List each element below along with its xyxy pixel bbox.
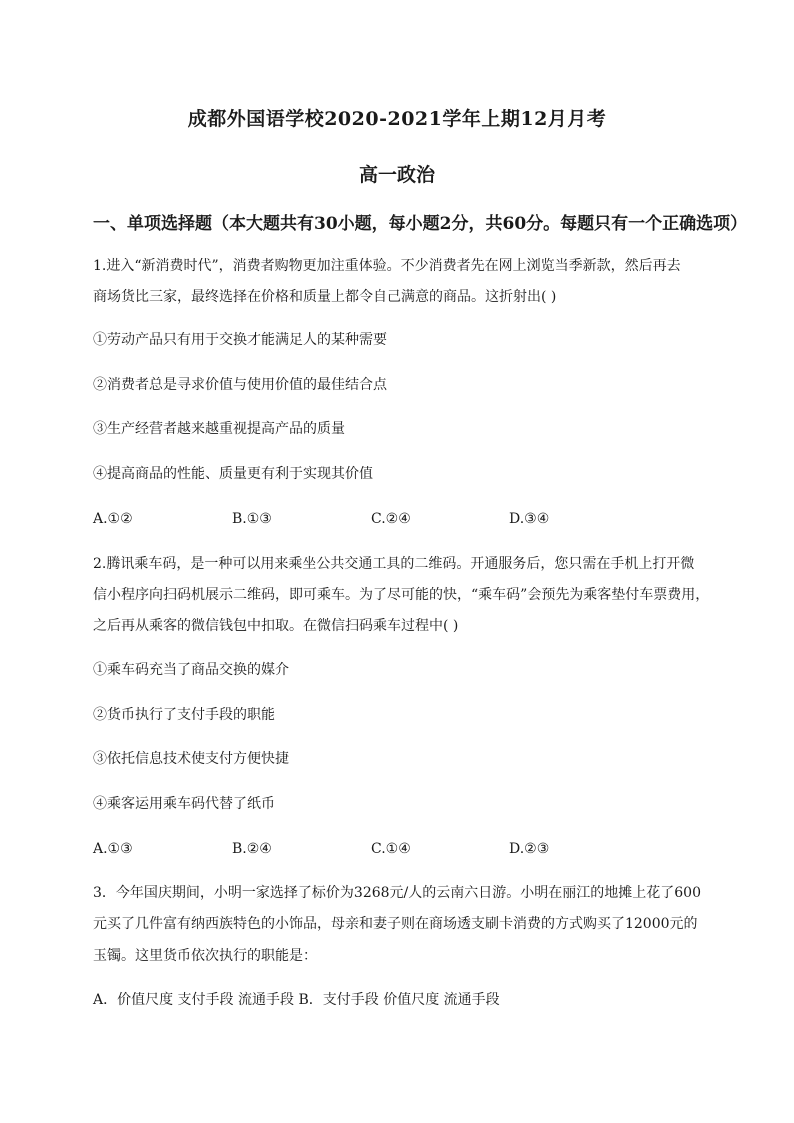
question-2-statement-1: ①乘车码充当了商品交换的媒介: [93, 662, 289, 678]
section-heading: 一、单项选择题（本大题共有30小题，每小题2分，共60分。每题只有一个正确选项）: [93, 214, 748, 234]
question-2-statement-3: ③依托信息技术使支付方便快捷: [93, 751, 289, 767]
question-3-options: A．价值尺度 支付手段 流通手段 B．支付手段 价值尺度 流通手段: [93, 992, 500, 1008]
question-2-statement-2: ②货币执行了支付手段的职能: [93, 707, 275, 723]
question-3-stem-line-3: 玉镯。这里货币依次执行的职能是：: [93, 948, 317, 964]
question-2-stem-line-1: 2.腾讯乘车码，是一种可以用来乘坐公共交通工具的二维码。开通服务后，您只需在手机上打开微: [93, 556, 695, 572]
question-2-stem-line-3: 之后再从乘客的微信钱包中扣取。在微信扫码乘车过程中( ): [93, 618, 459, 634]
question-1-stem-line-2: 商场货比三家，最终选择在价格和质量上都令自己满意的商品。这折射出( ): [93, 289, 557, 305]
question-1-statement-3: ③生产经营者越来越重视提高产品的质量: [93, 421, 345, 437]
question-1-option-b: B.①③: [232, 511, 272, 527]
question-1-option-c: C.②④: [371, 511, 411, 527]
question-2-stem-line-2: 信小程序向扫码机展示二维码，即可乘车。为了尽可能的快，“乘车码”会预先为乘客垫付车票费用，: [93, 587, 710, 603]
question-1-option-a: A.①②: [93, 511, 133, 527]
exam-title: 成都外国语学校2020-2021学年上期12月月考: [187, 108, 607, 130]
question-1-stem-line-1: 1.进入“新消费时代”，消费者购物更加注重体验。不少消费者先在网上浏览当季新款，然后再去: [93, 258, 681, 274]
question-1-statement-1: ①劳动产品只有用于交换才能满足人的某种需要: [93, 332, 387, 348]
exam-subject: 高一政治: [358, 164, 435, 186]
question-1-statement-2: ②消费者总是寻求价值与使用价值的最佳结合点: [93, 377, 387, 393]
question-2-option-b: B.②④: [232, 841, 272, 857]
question-2-option-d: D.②③: [509, 841, 550, 857]
question-2-option-a: A.①③: [93, 841, 133, 857]
question-2-option-c: C.①④: [371, 841, 411, 857]
question-3-stem-line-2: 元买了几件富有纳西族特色的小饰品，母亲和妻子则在商场透支刷卡消费的方式购买了12000元的: [93, 916, 698, 932]
question-1-option-d: D.③④: [509, 511, 550, 527]
question-1-statement-4: ④提高商品的性能、质量更有利于实现其价值: [93, 466, 373, 482]
question-3-stem-line-1: 3．今年国庆期间，小明一家选择了标价为3268元/人的云南六日游。小明在丽江的地摊上花了600: [93, 885, 701, 901]
question-2-statement-4: ④乘客运用乘车码代替了纸币: [93, 796, 275, 812]
